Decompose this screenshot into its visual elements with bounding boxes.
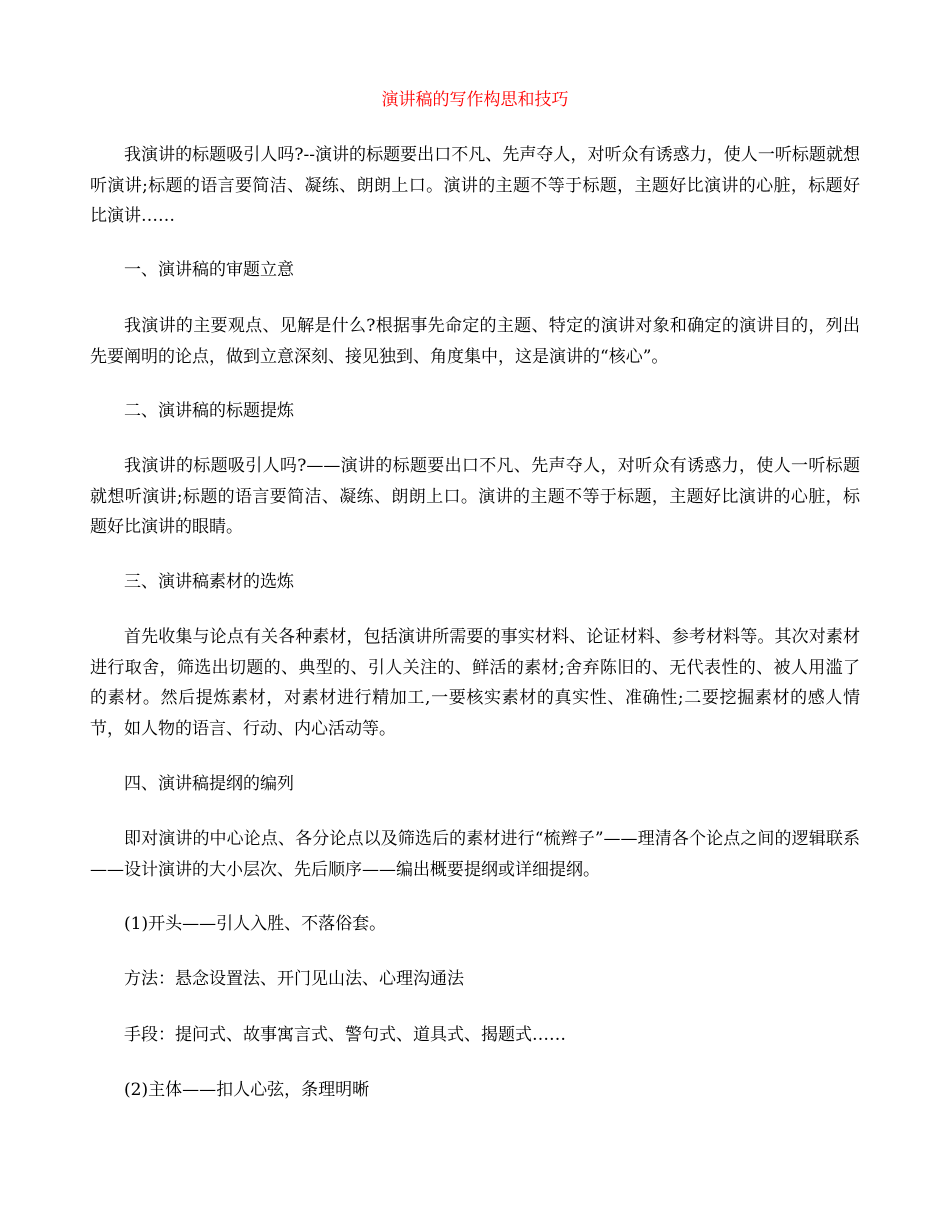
paragraph-intro: 我演讲的标题吸引人吗?--演讲的标题要出口不凡、先声夺人，对听众有诱惑力，使人一听标题就想听演讲;标题的语言要简洁、凝练、朗朗上口。演讲的主题不等于标题，主题好比演讲的心脏，标题好比演讲…… xyxy=(90,145,860,226)
outline-means: 手段：提问式、故事寓言式、警句式、道具式、揭题式…… xyxy=(124,1025,566,1045)
paragraph-section-4: 即对演讲的中心论点、各分论点以及筛选后的素材进行“梳辫子”——理清各个论点之间的逻辑联系——设计演讲的大小层次、先后顺序——编出概要提纲或详细提纲。 xyxy=(90,829,860,880)
section-heading-1: 一、演讲稿的审题立意 xyxy=(124,260,294,280)
section-heading-4: 四、演讲稿提纲的编列 xyxy=(124,774,294,794)
section-heading-2: 二、演讲稿的标题提炼 xyxy=(124,401,294,421)
paragraph-section-1: 我演讲的主要观点、见解是什么?根据事先命定的主题、特定的演讲对象和确定的演讲目的，列出先要阐明的论点，做到立意深刻、接见独到、角度集中，这是演讲的“核心”。 xyxy=(90,316,860,367)
paragraph-section-3: 首先收集与论点有关各种素材，包括演讲所需要的事实材料、论证材料、参考材料等。其次对素材进行取舍，筛选出切题的、典型的、引人关注的、鲜活的素材;舍弃陈旧的、无代表性的、被人用滥了的素材。然后提炼素材，对素材进行精加工,一要核实素材的真实性、准确性;二要挖掘素材的感人情节，如人物的语言、行动、内心活动等。 xyxy=(90,627,860,739)
section-heading-3: 三、演讲稿素材的选炼 xyxy=(124,572,294,592)
outline-item-opening: (1)开头——引人入胜、不落俗套。 xyxy=(124,914,387,934)
document-title: 演讲稿的写作构思和技巧 xyxy=(381,90,569,110)
outline-item-body: (2)主体——扣人心弦，条理明晰 xyxy=(124,1080,370,1100)
outline-methods: 方法：悬念设置法、开门见山法、心理沟通法 xyxy=(124,969,464,989)
paragraph-section-2: 我演讲的标题吸引人吗?——演讲的标题要出口不凡、先声夺人，对听众有诱惑力，使人一听标题就想听演讲;标题的语言要简洁、凝练、朗朗上口。演讲的主题不等于标题，主题好比演讲的心脏，标题好比演讲的眼睛。 xyxy=(90,456,860,537)
